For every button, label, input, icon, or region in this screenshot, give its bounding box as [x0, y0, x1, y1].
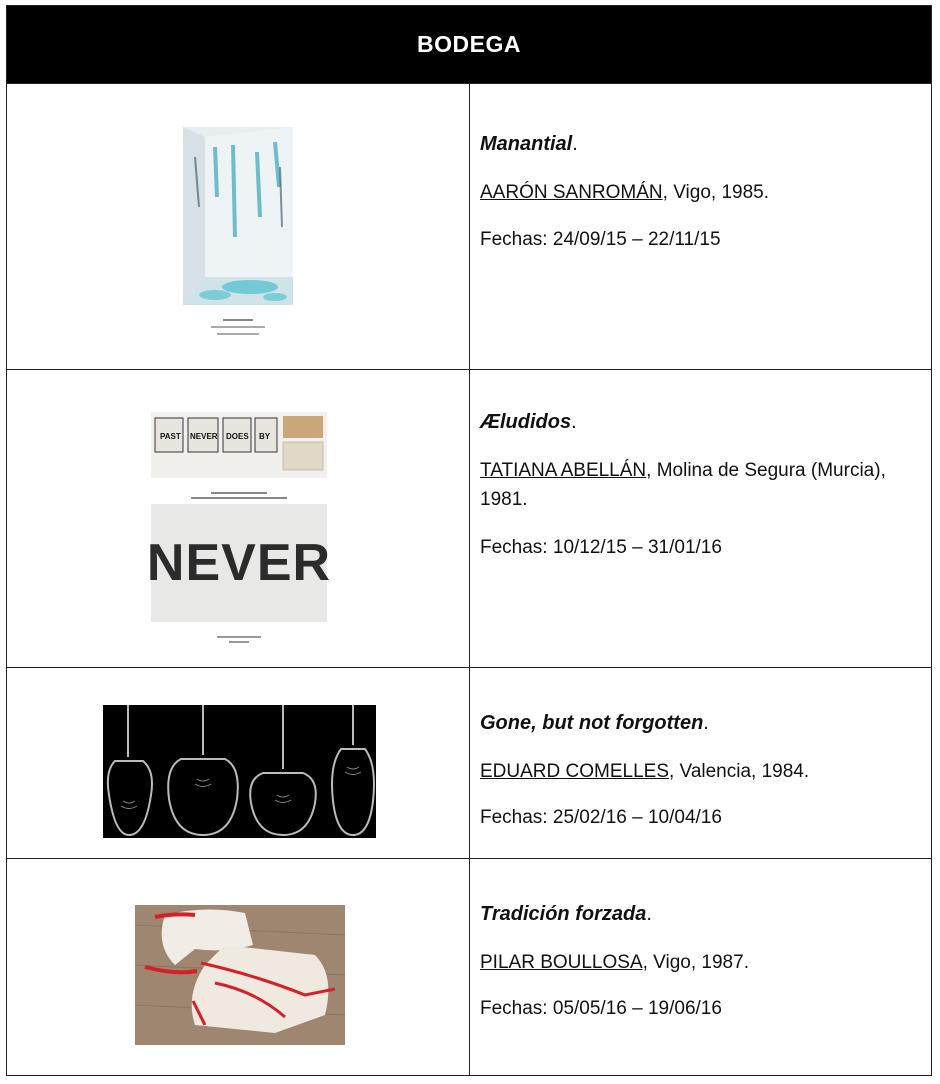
artist-name-link[interactable]: AARÓN SANROMÁN: [480, 182, 663, 203]
header-title: BODEGA: [417, 31, 521, 57]
artwork-image-cell: [7, 370, 470, 667]
table-row: [7, 858, 931, 1075]
dates-value: 05/05/16 – 19/06/16: [552, 998, 722, 1019]
artwork-info-cell: Gone, but not forgotten. EDUARD COMELLES, Valencia, 1984. Fechas: 25/02/16 – 10/04/16: [480, 712, 810, 828]
artist-name-link[interactable]: EDUARD COMELLES: [480, 761, 669, 782]
dates-value: 10/12/15 – 31/01/16: [552, 537, 722, 558]
artwork-image-cell: [7, 859, 470, 1075]
artwork-image-manantial: [175, 127, 301, 345]
artwork-image-cell: [7, 84, 470, 369]
artist-origin: , Molina de Segura (Murcia), 1981.: [480, 460, 886, 510]
artwork-title: Gone, but not forgotten: [480, 712, 704, 734]
artist-name-link[interactable]: PILAR BOULLOSA: [480, 952, 643, 973]
artwork-title: Manantial: [480, 133, 573, 155]
artist-origin: , Vigo, 1987.: [642, 952, 749, 973]
artist-origin: , Valencia, 1984.: [669, 761, 810, 782]
artwork-title: Tradición forzada: [480, 903, 647, 925]
artwork-info-cell: Tradición forzada. PILAR BOULLOSA, Vigo, 1987. Fechas: 05/05/16 – 19/06/16: [480, 903, 749, 1019]
artwork-info-cell: Æludidos. TATIANA ABELLÁN, Molina de Segura (Murcia), 1981. Fechas: 10/12/15 – 31/01/16: [480, 411, 886, 558]
artist-name-link[interactable]: TATIANA ABELLÁN: [480, 460, 647, 481]
artwork-image-cell: [7, 668, 470, 858]
dates-label: Fechas:: [480, 537, 548, 558]
dates-label: Fechas:: [480, 998, 548, 1019]
table-row: [7, 83, 931, 369]
artwork-image-aeludidos-never: [146, 504, 332, 622]
svg-text:PAST: PAST: [160, 432, 181, 441]
artist-origin: , Vigo, 1985.: [662, 182, 769, 203]
svg-text:BY: BY: [259, 432, 271, 441]
artwork-image-tradicion-forzada: [135, 905, 345, 1045]
svg-text:NEVER: NEVER: [190, 432, 218, 441]
dates-label: Fechas:: [480, 807, 548, 828]
table-row: [7, 667, 931, 858]
artwork-image-gone-but-not-forgotten: [103, 705, 376, 838]
dates-label: Fechas:: [480, 229, 548, 250]
dates-value: 24/09/15 – 22/11/15: [552, 229, 721, 250]
image-word: NEVER: [146, 534, 332, 592]
exhibitions-table: [6, 5, 932, 1076]
artwork-info-cell: Manantial. AARÓN SANROMÁN, Vigo, 1985. Fechas: 24/09/15 – 22/11/15: [480, 133, 769, 250]
svg-text:DOES: DOES: [226, 432, 249, 441]
dates-value: 25/02/16 – 10/04/16: [552, 807, 722, 828]
table-header: [7, 6, 931, 83]
table-row: [7, 369, 931, 667]
artwork-image-aeludidos-top: [151, 412, 327, 478]
artwork-title: Æludidos: [480, 411, 572, 433]
